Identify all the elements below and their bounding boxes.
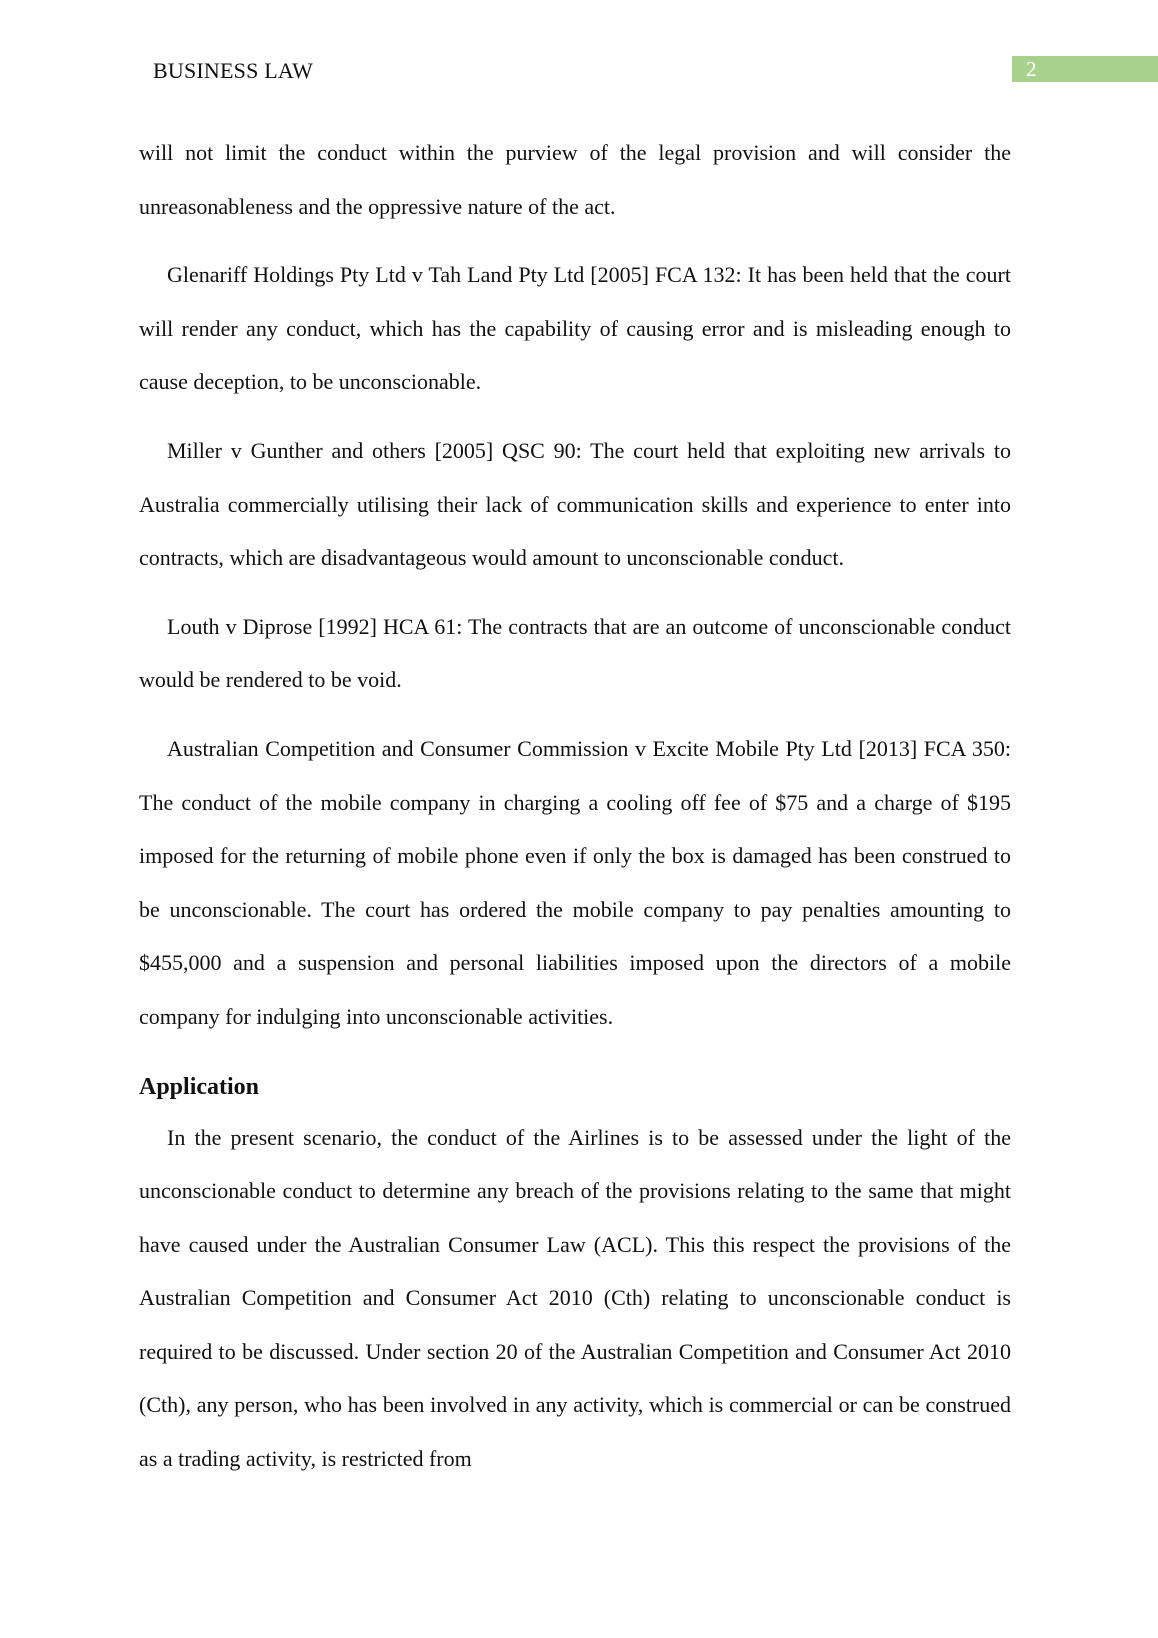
paragraph-application: In the present scenario, the conduct of the Airlines is to be assessed under the light of the unconscionable conduct to determine any breach of the provisions relating to the same that might have caused under the Australian Consumer Law (ACL). This this respect the provisions of the Australian Competition and Consumer Act 2010 (Cth) relating to unconscionable conduct is required to be discussed. Under section 20 of the Australian Competition and Consumer Act 2010 (Cth), any person, who has been involved in any activity, which is commercial or can be construed as a trading activity, is restricted from	[139, 1124, 1011, 1472]
paragraph-glenariff-case: Glenariff Holdings Pty Ltd v Tah Land Pty Ltd [2005] FCA 132: It has been held that the court will render any conduct, which has the capability of causing error and is misleading enough to cause deception, to be unconscionable.	[139, 262, 1011, 395]
page-number: 2	[1012, 56, 1158, 82]
document-body	[139, 126, 1011, 1501]
header-title: BUSINESS LAW	[153, 58, 314, 83]
paragraph-continuation: will not limit the conduct within the purview of the legal provision and will consider the unreasonableness and the oppressive nature of the act.	[139, 140, 1011, 219]
page-header	[0, 56, 1158, 84]
paragraph-louth-case: Louth v Diprose [1992] HCA 61: The contracts that are an outcome of unconscionable conduct would be rendered to be void.	[139, 613, 1011, 693]
section-heading-application: Application	[139, 1073, 260, 1100]
paragraph-miller-case: Miller v Gunther and others [2005] QSC 90: The court held that exploiting new arrivals to Australia commercially utilising their lack of communication skills and experience to enter into contracts, which are disadvantageous would amount to unconscionable conduct.	[139, 437, 1011, 571]
paragraph-accc-case: Australian Competition and Consumer Commission v Excite Mobile Pty Ltd [2013] FCA 350: The conduct of the mobile company in charging a cooling off fee of $75 and a charge of $195 imposed for the returning of mobile phone even if only the box is damaged has been construed to be unconscionable. The court has ordered the mobile company to pay penalties amounting to $455,000 and a suspension and personal liabilities imposed upon the directors of a mobile company for indulging into unconscionable activities.	[139, 735, 1011, 1029]
